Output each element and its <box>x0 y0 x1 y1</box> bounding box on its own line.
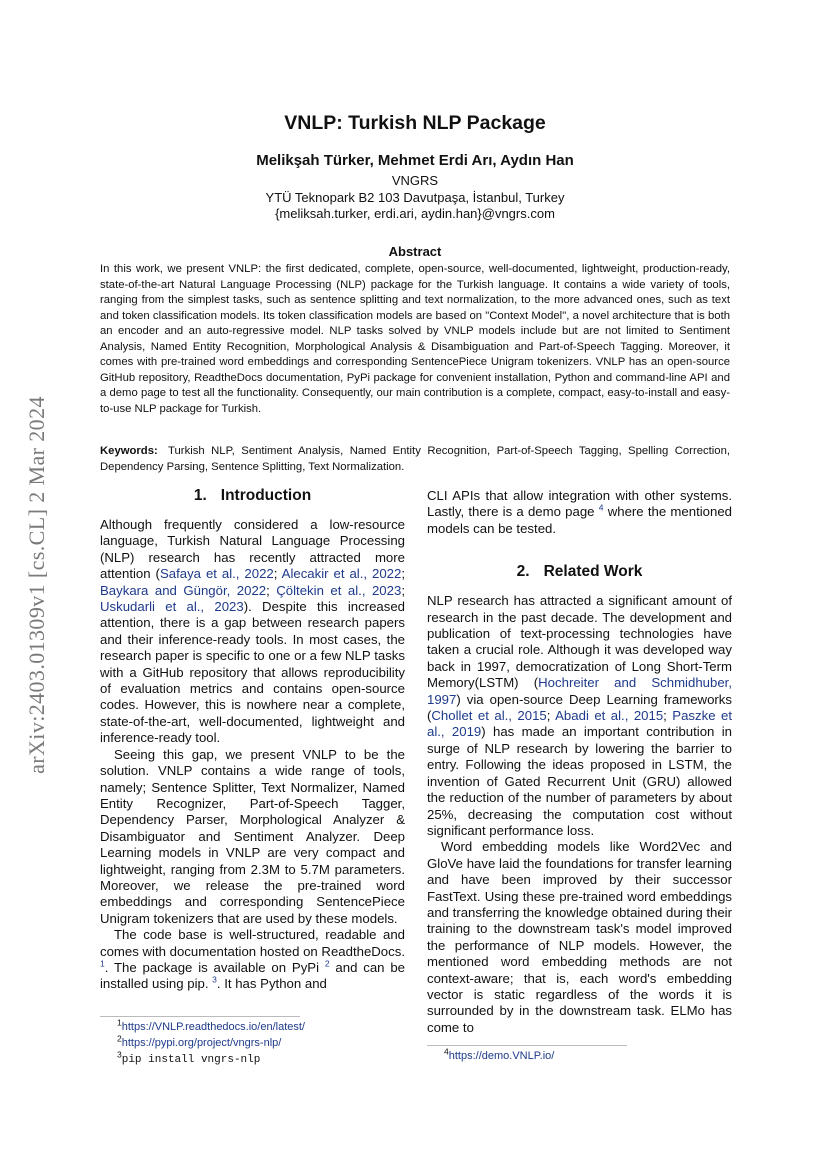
footnote-code: pip install vngrs-nlp <box>121 1054 261 1066</box>
footnote-divider <box>427 1045 627 1046</box>
intro-paragraph-1 <box>100 517 405 747</box>
arxiv-id: arXiv:2403.01309v1 [cs.CL] 2 Mar 2024 <box>24 396 49 774</box>
text-span: ; <box>266 582 277 598</box>
footnote-3 <box>117 1049 261 1067</box>
section-number: 1. <box>193 487 207 504</box>
footnote-divider <box>100 1016 300 1017</box>
citation-link[interactable]: Alecakir et al., 2022 <box>281 566 402 582</box>
text-span: Although frequently considered a low-resource language, Turkish Natural Language Processing (NLP) research has recently attracted more attention ( <box>100 517 405 582</box>
intro-paragraph-4 <box>427 488 732 537</box>
footnote-link[interactable]: https://pypi.org/project/vngrs-nlp/ <box>121 1037 282 1049</box>
author-list: Melikşah Türker, Mehmet Erdi Arı, Aydın Han <box>256 152 574 169</box>
section-title: Introduction <box>220 487 312 504</box>
paper-title: VNLP: Turkish NLP Package <box>284 112 546 134</box>
text-span: ; <box>663 708 673 724</box>
intro-paragraph-3 <box>100 927 405 993</box>
arxiv-watermark <box>22 325 52 845</box>
footnote-ref-1[interactable]: 1 <box>100 958 105 969</box>
section-heading-introduction <box>100 487 405 505</box>
text-span: ; <box>401 566 405 582</box>
address: YTÜ Teknopark B2 103 Davutpaşa, İstanbul, Turkey <box>265 190 565 205</box>
related-paragraph-2: Word embedding models like Word2Vec and GloVe have laid the foundations for transfer learning and have been improved by their successor FastText. Using these pre-trained word embeddings and transferring the knowledge obtained during their training to the downstream task's model improved the performance of NLP models. However, the mentioned word embedding methods are not context-aware; that is, each word's embedding vector is static regardless of the words it is surrounded by in the downstream task. ELMo has come to <box>427 839 732 1035</box>
citation-link[interactable]: Baykara and Güngör, 2022 <box>100 582 267 598</box>
citation-link[interactable]: Safaya et al., 2022 <box>159 566 274 582</box>
footnote-mark: 1 <box>117 1017 122 1028</box>
citation-link[interactable]: Uskudarli et al., 2023 <box>100 599 244 615</box>
right-column <box>427 488 732 1036</box>
text-span: ) via open-source Deep Learning frameworks ( <box>427 691 732 724</box>
text-span: The code base is well-structured, readable and comes with documentation hosted on ReadtheDocs. <box>100 927 405 959</box>
text-span: . The package is available on PyPi <box>104 959 325 975</box>
citation-link[interactable]: Hochreiter and Schmidhuber, 1997 <box>427 675 732 707</box>
text-span: ). Despite this increased attention, there is a gap between research papers and their inference-ready tools. In most cases, the research paper is specific to one or a few NLP tasks with a GitHub repository that allows reproducibility of evaluation metrics and contains open-source codes. However, this is nowhere near a complete, state-of-the-art, well-documented, lightweight and inference-ready tool. <box>100 599 406 746</box>
section-title: Related Work <box>543 563 643 581</box>
intro-paragraph-2: Seeing this gap, we present VNLP to be the solution. VNLP contains a wide range of tools, namely; Sentence Splitter, Text Normalizer, Named Entity Recognizer, Part-of-Speech Tagger, Dependency Parser, Morphological Analyzer & Disambiguator and Sentiment Analyzer. Deep Learning models in VNLP are very compact and lightweight, ranging from 2.3M to 5.7M parameters. Moreover, we release the pre-trained word embeddings and corresponding SentencePiece Unigram tokenizers that are used by these models. <box>100 746 405 926</box>
text-span: ; <box>401 582 405 598</box>
footnote-ref-3[interactable]: 3 <box>212 974 217 985</box>
section-heading-related-work <box>427 563 732 581</box>
footnote-mark: 4 <box>444 1046 449 1057</box>
citation-link[interactable]: Çöltekin et al., 2023 <box>276 582 402 598</box>
keywords-list: Turkish NLP, Sentiment Analysis, Named Entity Recognition, Part-of-Speech Tagging, Spelling Correction, Dependency Parsing, Sentence Splitting, Text Normalization. <box>100 445 730 473</box>
citation-link[interactable]: Chollet et al., 2015 <box>431 708 547 724</box>
author-emails: {meliksah.turker, erdi.ari, aydin.han}@vngrs.com <box>275 206 555 221</box>
footnote-link[interactable]: https://demo.VNLP.io/ <box>448 1050 555 1062</box>
footnote-mark: 3 <box>117 1049 122 1060</box>
text-span: where the mentioned models can be tested. <box>427 504 733 536</box>
text-span: and can be installed using pip. <box>100 959 405 992</box>
keywords-label: Keywords: <box>100 445 158 457</box>
section-number: 2. <box>516 563 530 581</box>
abstract-heading: Abstract <box>388 244 442 259</box>
affiliation: VNGRS <box>391 173 439 188</box>
footnote-2 <box>117 1033 282 1050</box>
footnote-ref-2[interactable]: 2 <box>324 958 330 969</box>
text-span: CLI APIs that allow integration with other systems. Lastly, there is a demo page <box>427 488 732 520</box>
text-span: ; <box>546 708 556 724</box>
footnote-4 <box>444 1046 555 1063</box>
abstract-text: In this work, we present VNLP: the first dedicated, complete, open-source, well-documented, lightweight, production-ready, state-of-the-art Natural Language Processing (NLP) package for the Turkish language. It contains a wide variety of tools, ranging from the simplest tasks, such as sentence splitting and text normalization, to the more advanced ones, such as text and token classification models. Its token classification models are based on "Context Model", a novel architecture that is both an encoder and an auto-regressive model. NLP tasks solved by VNLP models include but are not limited to Sentiment Analysis, Named Entity Recognition, Morphological Analysis & Disambiguation and Part-of-Speech Tagging. Moreover, it comes with pre-trained word embeddings and corresponding SentencePiece Unigram tokenizers. VNLP has an open-source GitHub repository, ReadtheDocs documentation, PyPi package for convenient installation, Python and command-line API and a demo page to test all the functionality. Consequently, our main contribution is a complete, compact, easy-to-install and easy-to-use NLP package for Turkish. <box>100 263 730 415</box>
related-paragraph-1 <box>427 593 732 839</box>
footnote-1 <box>117 1017 305 1034</box>
text-span: NLP research has attracted a significant amount of research in the past decade. The development and publication of text-processing technologies have taken a crucial role. Although it was developed way back in 1997, democratization of Long Short-Term Memory(LSTM) ( <box>427 593 732 691</box>
citation-link[interactable]: Abadi et al., 2015 <box>555 708 664 724</box>
text-span: ; <box>273 566 282 582</box>
left-column <box>100 487 405 993</box>
citation-link[interactable]: Paszke et al., 2019 <box>427 708 732 740</box>
footnote-link[interactable]: https://VNLP.readthedocs.io/en/latest/ <box>121 1021 305 1033</box>
footnote-ref-4[interactable]: 4 <box>598 503 604 514</box>
text-span: . It has Python and <box>216 976 327 992</box>
keywords <box>100 444 730 475</box>
footnote-mark: 2 <box>117 1033 122 1044</box>
text-span: ) has made an important contribution in surge of NLP research by lowering the barrier to entry. Following the ideas proposed in LSTM, the invention of Gated Recurrent Unit (GRU) allowed the reduction of the number of parameters by about 25%, decreasing the computation cost without significant performance loss. <box>427 724 732 838</box>
